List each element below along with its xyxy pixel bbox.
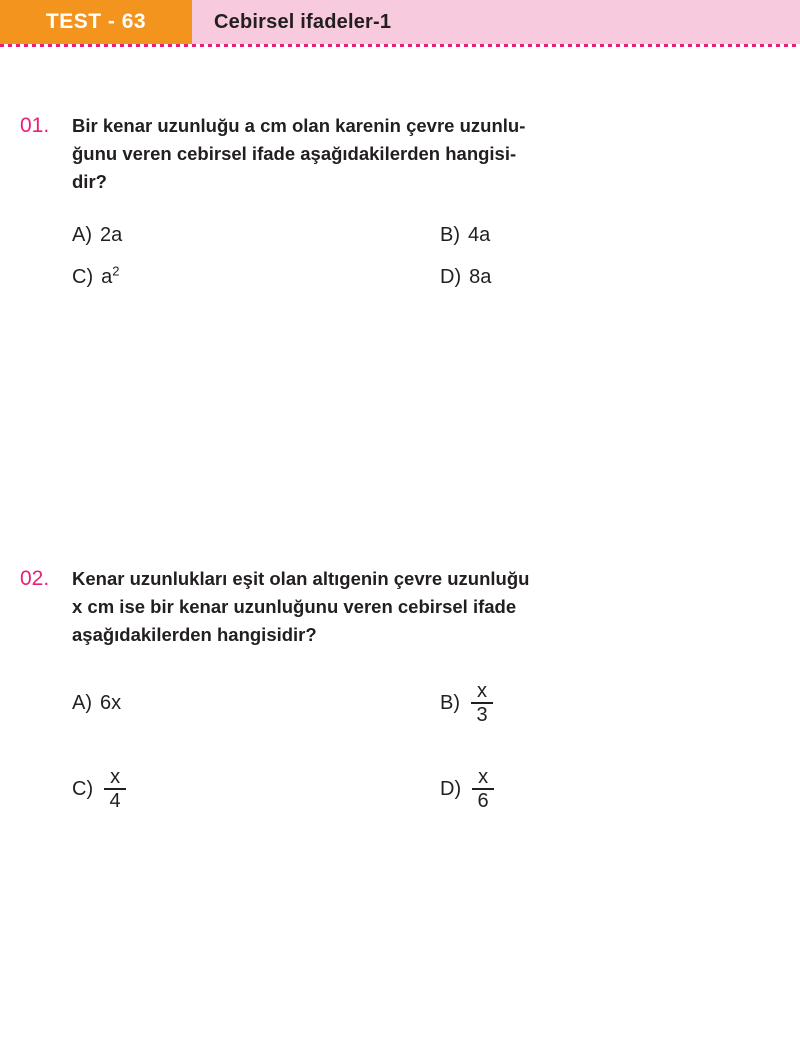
option-d-fraction (472, 767, 494, 811)
option-d-numerator: x (478, 766, 489, 788)
option-b-label: B) (440, 692, 460, 714)
option-a-value: 2a (100, 224, 123, 246)
option-c-value (101, 256, 119, 298)
question-1-option-d[interactable] (440, 256, 712, 298)
option-b-fraction (471, 681, 493, 725)
question-2-header-row (0, 565, 800, 649)
question-1-option-b[interactable] (440, 214, 712, 256)
question-1-stem-line-1: Bir kenar uzunluğu a cm olan karenin çevre uzunlu- (72, 115, 526, 136)
question-1-option-c[interactable] (72, 256, 440, 298)
question-2-options (72, 667, 712, 825)
question-1-options (72, 214, 712, 298)
question-1-stem-line-2: ğunu veren cebirsel ifade aşağıdakilerden hangisi- (72, 143, 517, 164)
option-b-value: 4a (468, 224, 491, 246)
question-1-number: 01. (20, 114, 50, 137)
option-b-denominator: 3 (476, 704, 488, 726)
option-c-fraction (104, 767, 126, 811)
question-2-option-b[interactable] (440, 667, 712, 739)
option-a-label: A) (72, 224, 92, 246)
option-a-value: 6x (100, 692, 122, 714)
option-c-label: C) (72, 266, 94, 288)
option-c-numerator: x (110, 766, 121, 788)
question-2-stem-line-1: Kenar uzunlukları eşit olan altıgenin çevre uzunluğu (72, 568, 530, 589)
question-1-option-grid (72, 214, 712, 298)
page-title: Cebirsel ifadeler-1 (214, 10, 392, 33)
option-d-value: 8a (469, 266, 492, 288)
option-c-exponent: 2 (112, 263, 120, 279)
question-1-stem (72, 112, 737, 196)
header-dotted-divider (0, 44, 800, 47)
option-d-label: D) (440, 778, 462, 800)
question-block-2 (0, 565, 800, 825)
question-1-stem-line-3: dir? (72, 171, 107, 192)
question-2-number: 02. (20, 567, 50, 590)
option-d-denominator: 6 (477, 790, 489, 812)
option-b-numerator: x (477, 680, 487, 702)
option-d-label: D) (440, 266, 462, 288)
option-c-denominator: 4 (109, 790, 121, 812)
question-2-option-d[interactable] (440, 753, 712, 825)
question-block-1 (0, 112, 800, 298)
question-2-stem (72, 565, 737, 649)
question-2-option-grid (72, 667, 712, 825)
question-2-stem-line-3: aşağıdakilerden hangisidir? (72, 624, 317, 645)
test-badge-label: TEST - 63 (45, 10, 147, 33)
question-2-option-c[interactable] (72, 753, 440, 825)
question-2-option-a[interactable] (72, 667, 440, 739)
option-a-label: A) (72, 692, 92, 714)
question-1-option-a[interactable] (72, 214, 440, 256)
header-title-container (192, 0, 800, 44)
test-badge (0, 0, 192, 44)
option-c-base: a (101, 266, 113, 288)
question-1-header-row (0, 112, 800, 196)
page-header (0, 0, 800, 44)
option-b-label: B) (440, 224, 460, 246)
option-c-label: C) (72, 778, 94, 800)
question-2-stem-line-2: x cm ise bir kenar uzunluğunu veren cebirsel ifade (72, 596, 517, 617)
